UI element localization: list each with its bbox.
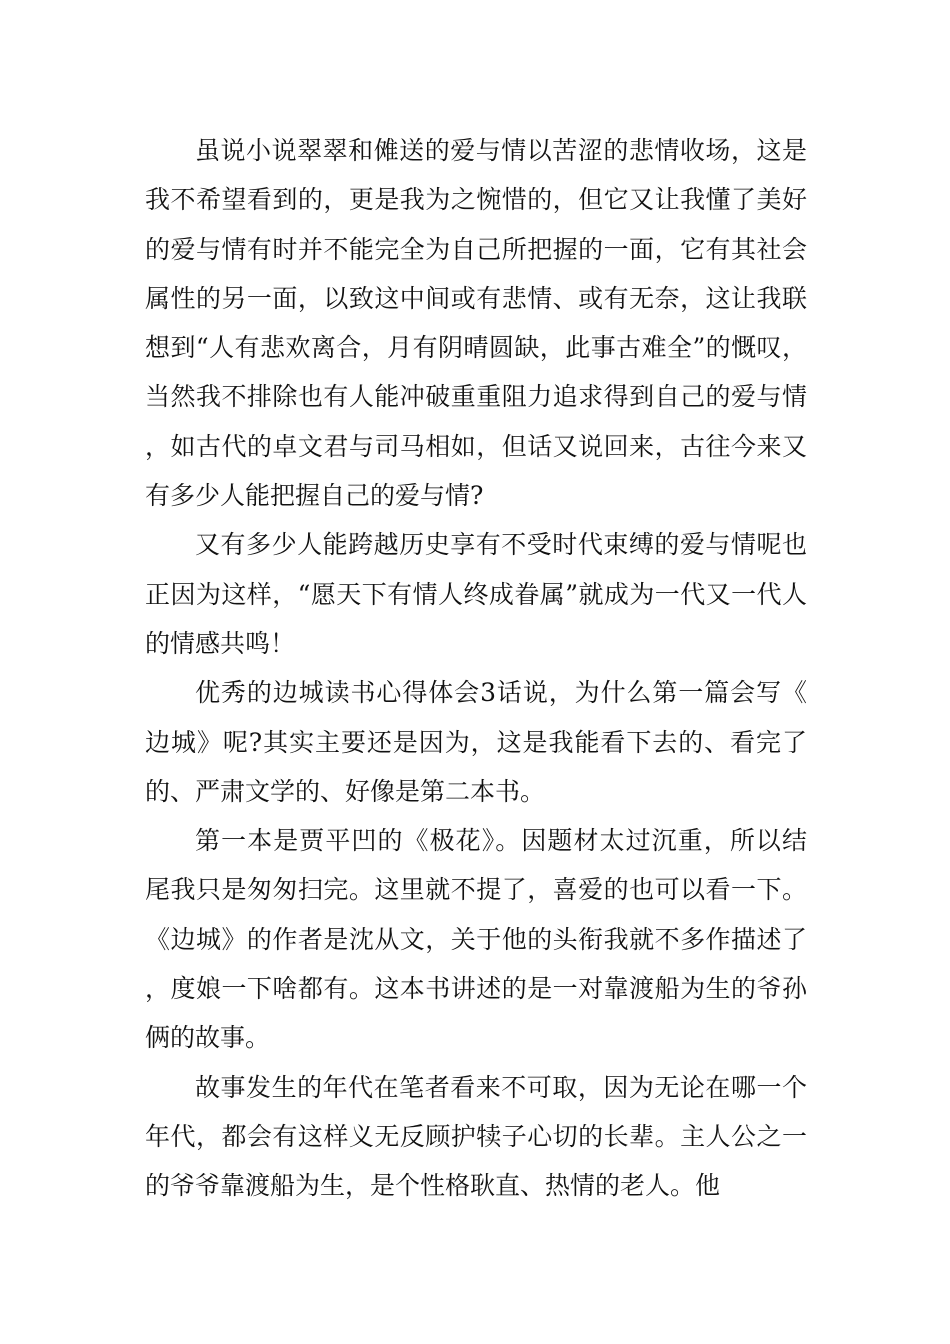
paragraph-5: 故事发生的年代在笔者看来不可取，因为无论在哪一个年代，都会有这样义无反顾护犊子心切的长辈。主人公之一的爷爷靠渡船为生，是个性格耿直、热情的老人。他 (145, 1072, 807, 1201)
paragraph-2: 又有多少人能跨越历史享有不受时代束缚的爱与情呢也正因为这样，“愿天下有情人终成眷属”就成为一代又一代人的情感共鸣！ (145, 530, 807, 658)
document-body (145, 126, 807, 1211)
paragraph-4: 第一本是贾平凹的《极花》。因题材太过沉重，所以结尾我只是匆匆扫完。这里就不提了，喜爱的也可以看一下。《边城》的作者是沈从文，关于他的头衔我就不多作描述了，度娘一下啥都有。这本书讲述的是一对靠渡船为生的爷孙俩的故事。 (145, 826, 807, 1053)
paragraph-1: 虽说小说翠翠和傩送的爱与情以苦涩的悲情收场，这是我不希望看到的，更是我为之惋惜的，但它又让我懂了美好的爱与情有时并不能完全为自己所把握的一面，它有其社会属性的另一面，以致这中间或有悲情、或有无奈，这让我联想到“人有悲欢离合，月有阴晴圆缺，此事古难全”的慨叹，当然我不排除也有人能冲破重重阻力追求得到自己的爱与情，如古代的卓文君与司马相如，但话又说回来，古往今来又有多少人能把握自己的爱与情? (145, 136, 807, 511)
paragraph-3: 优秀的边城读书心得体会3话说，为什么第一篇会写《边城》呢?其实主要还是因为，这是我能看下去的、看完了的、严肃文学的、好像是第二本书。 (145, 678, 807, 806)
